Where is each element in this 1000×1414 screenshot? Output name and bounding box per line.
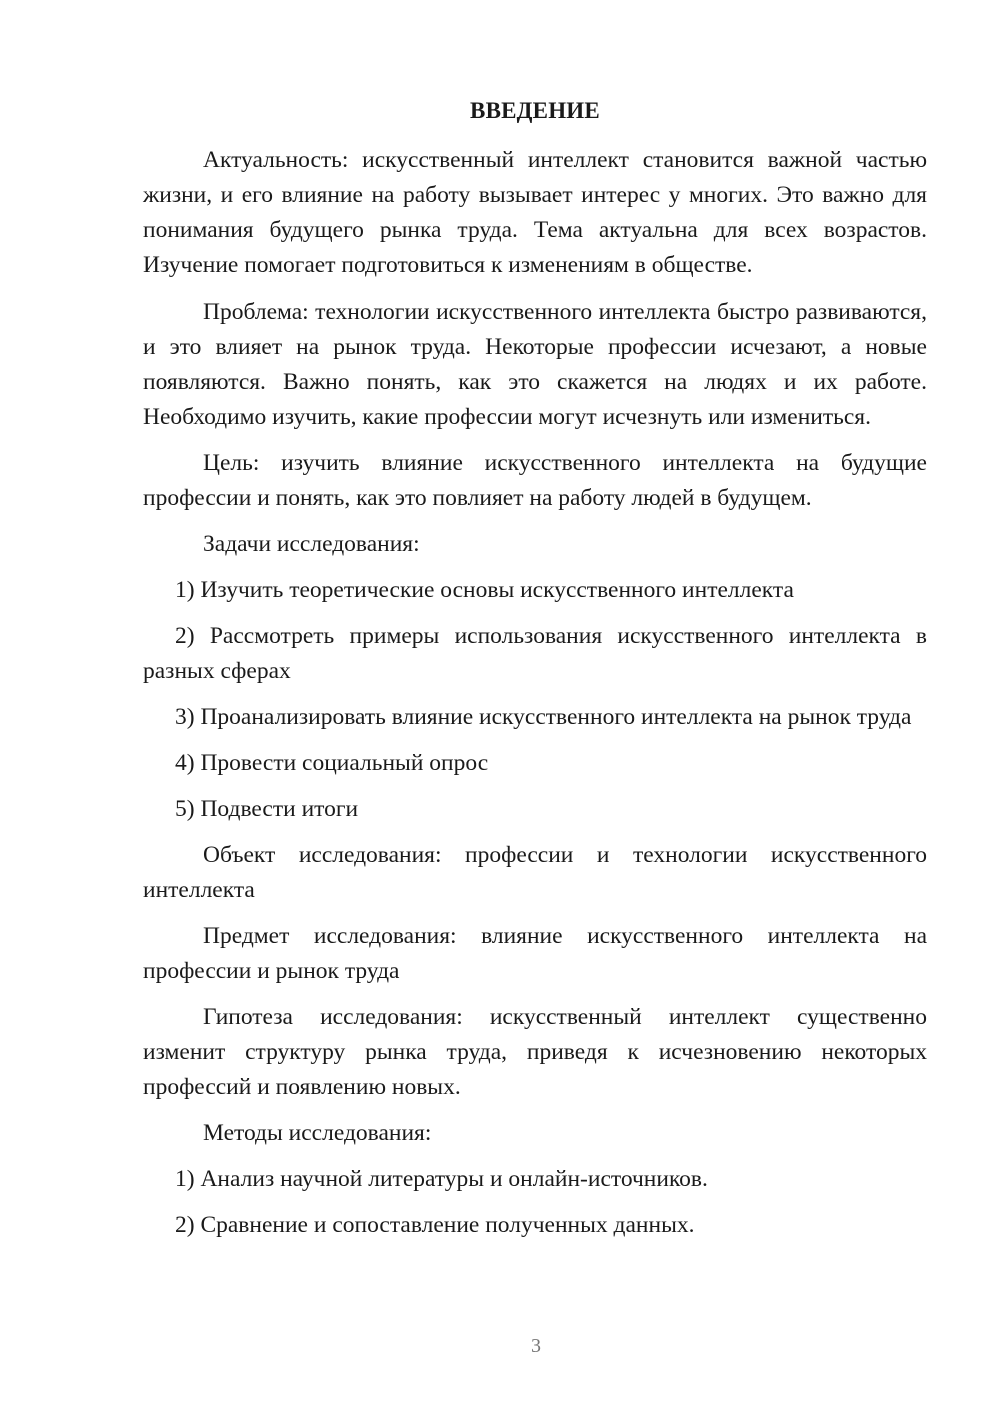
methods-list	[143, 1162, 927, 1243]
goal-paragraph: Цель: изучить влияние искусственного интеллекта на будущие профессии и понять, как это повлияет на работу людей в будущем.	[143, 450, 927, 511]
list-item: 4) Провести социальный опрос	[175, 750, 489, 776]
list-item: 1) Анализ научной литературы и онлайн-источников.	[175, 1166, 708, 1192]
document-page	[143, 94, 927, 1254]
list-item: 2) Рассмотреть примеры использования искусственного интеллекта в разных сферах	[143, 623, 927, 684]
methods-heading: Методы исследования:	[203, 1120, 432, 1146]
page-title: ВВЕДЕНИЕ	[470, 98, 600, 123]
tasks-heading: Задачи исследования:	[203, 531, 420, 557]
list-item: 5) Подвести итоги	[175, 796, 359, 822]
subject-paragraph: Предмет исследования: влияние искусственного интеллекта на профессии и рынок труда	[143, 923, 927, 984]
tasks-list	[143, 573, 927, 827]
list-item: 1) Изучить теоретические основы искусственного интеллекта	[175, 577, 794, 603]
page-number: 3	[531, 1335, 541, 1357]
relevance-paragraph: Актуальность: искусственный интеллект становится важной частью жизни, и его влияние на работу вызывает интерес у многих. Это важно для понимания будущего рынка труда. Тема актуальна для всех возрастов. Изучение помогает подготовиться к изменениям в обществе.	[143, 147, 927, 278]
list-item: 2) Сравнение и сопоставление полученных данных.	[175, 1212, 695, 1238]
hypothesis-paragraph: Гипотеза исследования: искусственный интеллект существенно изменит структуру рынка труда, приведя к исчезновению некоторых профессий и появлению новых.	[143, 1004, 927, 1100]
list-item: 3) Проанализировать влияние искусственного интеллекта на рынок труда	[175, 704, 912, 730]
problem-paragraph: Проблема: технологии искусственного интеллекта быстро развиваются, и это влияет на рынок труда. Некоторые профессии исчезают, а новые появляются. Важно понять, как это скажется на людях и их работе. Необходимо изучить, какие профессии могут исчезнуть или измениться.	[143, 299, 927, 430]
object-paragraph: Объект исследования: профессии и технологии искусственного интеллекта	[143, 842, 927, 903]
